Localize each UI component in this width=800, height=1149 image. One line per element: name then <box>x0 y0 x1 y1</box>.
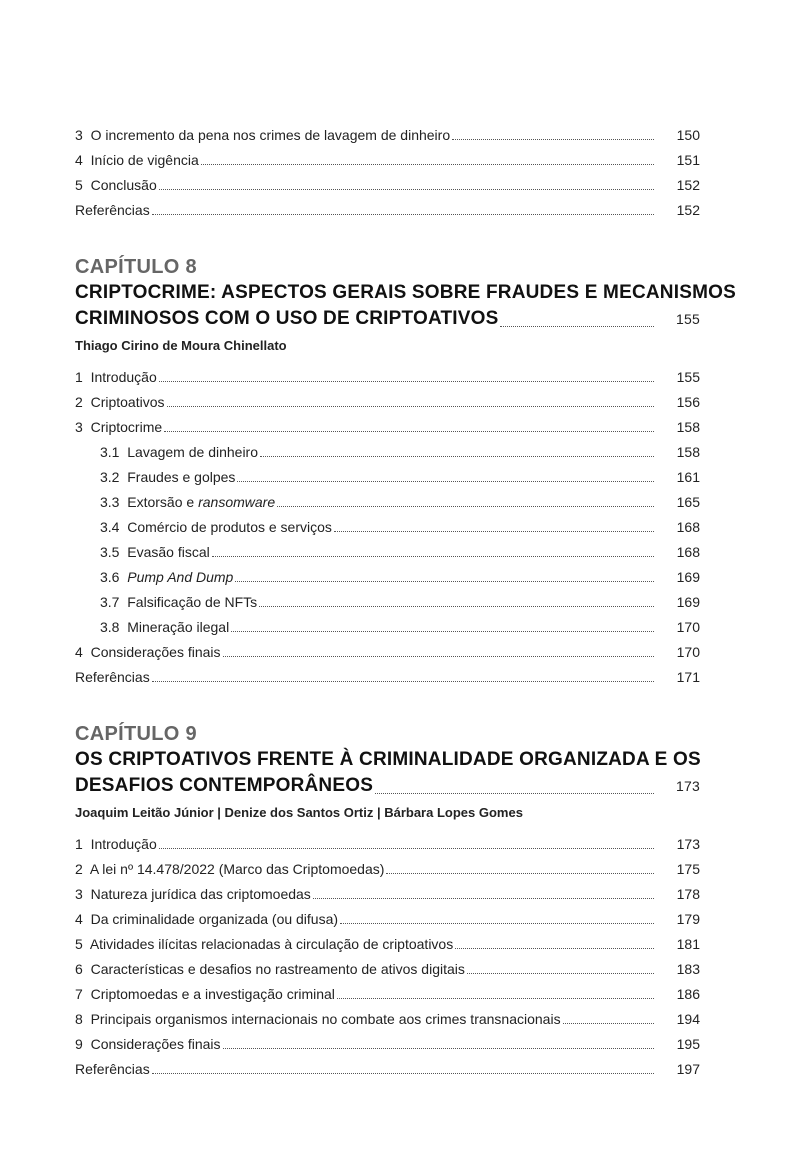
toc-title: Falsificação de NFTs <box>127 594 258 610</box>
dot-leader <box>500 325 654 327</box>
dot-leader <box>201 163 654 165</box>
dot-leader <box>455 947 654 949</box>
chapter-8 <box>75 254 736 685</box>
toc-row <box>75 193 700 218</box>
toc-row <box>75 952 700 977</box>
chapter-title-line: DESAFIOS CONTEMPORÂNEOS <box>75 775 374 796</box>
toc-label <box>75 369 157 385</box>
dot-leader <box>259 605 654 607</box>
toc-number: 2 <box>75 861 83 877</box>
toc-page: 179 <box>676 911 700 927</box>
toc-row <box>75 485 700 510</box>
dot-leader <box>159 380 654 382</box>
toc-label <box>75 861 384 877</box>
toc-label <box>75 936 453 952</box>
toc-label <box>100 494 275 510</box>
toc-row <box>75 660 700 685</box>
toc-page: 175 <box>676 861 700 877</box>
toc-label <box>75 986 335 1002</box>
dot-leader <box>164 430 654 432</box>
dot-leader <box>313 897 654 899</box>
toc-label: 4 Início de vigência <box>75 152 199 168</box>
toc-row <box>75 143 700 168</box>
dot-leader <box>237 480 654 482</box>
toc-page: 165 <box>676 494 700 510</box>
toc-title: Principais organismos internacionais no combate aos crimes transnacionais <box>90 1011 561 1027</box>
toc-number: 2 <box>75 394 83 410</box>
toc-title: Evasão fiscal <box>127 544 210 560</box>
toc-title: Natureza jurídica das criptomoedas <box>90 886 311 902</box>
toc-title: Mineração ilegal <box>127 619 230 635</box>
toc-number: 3.2 <box>100 469 120 485</box>
toc-page: 170 <box>676 644 700 660</box>
toc-page: 195 <box>676 1036 700 1052</box>
dot-leader <box>212 555 654 557</box>
toc-page: 169 <box>676 594 700 610</box>
chapter-9 <box>75 721 700 1077</box>
toc-number: 1 <box>75 836 83 852</box>
dot-leader <box>159 188 654 190</box>
toc-label <box>100 544 210 560</box>
chapter-title-line: CRIMINOSOS COM O USO DE CRIPTOATIVOS <box>75 308 499 329</box>
toc-page: 158 <box>676 419 700 435</box>
dot-leader <box>260 455 654 457</box>
chapter-authors: Thiago Cirino de Moura Chinellato <box>75 338 287 353</box>
dot-leader <box>375 792 654 794</box>
dot-leader <box>334 530 654 532</box>
chapter-title <box>75 280 736 332</box>
toc-title: Criptomoedas e a investigação criminal <box>90 986 335 1002</box>
toc-number: 9 <box>75 1036 83 1052</box>
toc-label <box>75 1011 561 1027</box>
dot-leader <box>152 213 654 215</box>
toc-title: Referências <box>75 669 150 685</box>
toc-label <box>75 644 221 660</box>
toc-page: 156 <box>676 394 700 410</box>
toc-page: 183 <box>676 961 700 977</box>
toc-row <box>75 902 700 927</box>
toc-label <box>75 1061 150 1077</box>
toc-page: 194 <box>676 1011 700 1027</box>
toc-page: 181 <box>676 936 700 952</box>
toc-title: Da criminalidade organizada (ou difusa) <box>90 911 339 927</box>
toc-number: 4 <box>75 911 83 927</box>
chapter-authors: Joaquim Leitão Júnior | Denize dos Santos Ortiz | Bárbara Lopes Gomes <box>75 805 523 820</box>
toc-number: 3.7 <box>100 594 120 610</box>
toc-row <box>75 435 700 460</box>
toc-label <box>100 444 258 460</box>
dot-leader <box>223 1047 654 1049</box>
toc-page: 168 <box>676 544 700 560</box>
toc-title: Considerações finais <box>90 1036 221 1052</box>
toc-page: 158 <box>676 444 700 460</box>
toc-row <box>75 118 700 143</box>
toc-number: 5 <box>75 936 83 952</box>
dot-leader <box>231 630 654 632</box>
toc-row <box>75 1052 700 1077</box>
chapter-title <box>75 747 700 799</box>
chapter-label: CAPÍTULO 9 <box>75 723 197 745</box>
toc-row <box>75 460 700 485</box>
dot-leader <box>340 922 654 924</box>
toc-number: 4 <box>75 644 83 660</box>
toc-number: 8 <box>75 1011 83 1027</box>
dot-leader <box>235 580 654 582</box>
chapter-label: CAPÍTULO 8 <box>75 256 197 278</box>
toc-label <box>100 469 235 485</box>
toc-page: 155 <box>676 369 700 385</box>
toc-title: Lavagem de dinheiro <box>127 444 259 460</box>
toc-label <box>75 394 165 410</box>
dot-leader <box>223 655 654 657</box>
toc-row <box>75 510 700 535</box>
chapter-title-line: OS CRIPTOATIVOS FRENTE À CRIMINALIDADE ORGANIZADA E OS <box>75 749 701 770</box>
toc-label: Referências <box>75 202 150 218</box>
toc-title: Comércio de produtos e serviços <box>127 519 332 535</box>
chapter-page: 155 <box>676 311 700 327</box>
toc-label <box>75 419 162 435</box>
toc-label: 3 O incremento da pena nos crimes de lavagem de dinheiro <box>75 127 451 143</box>
dot-leader <box>563 1022 654 1024</box>
toc-number: 3.3 <box>100 494 120 510</box>
toc-number: 1 <box>75 369 83 385</box>
toc-row <box>75 977 700 1002</box>
toc-row <box>75 1027 700 1052</box>
toc-label <box>75 836 157 852</box>
dot-leader <box>277 505 654 507</box>
toc-label <box>100 619 229 635</box>
dot-leader <box>452 138 654 140</box>
toc-title: Pump And Dump <box>127 569 234 585</box>
toc-page: 150 <box>676 127 700 143</box>
toc-title: Fraudes e golpes <box>127 469 236 485</box>
toc-row <box>75 560 700 585</box>
chapter-entries <box>75 827 700 1077</box>
toc-page: 151 <box>676 152 700 168</box>
dot-leader <box>152 1072 654 1074</box>
toc-row <box>75 827 700 852</box>
dot-leader <box>167 405 655 407</box>
toc-title: A lei nº 14.478/2022 (Marco das Criptomoedas) <box>89 861 385 877</box>
toc-row <box>75 852 700 877</box>
toc-page: 170 <box>676 619 700 635</box>
dot-leader <box>386 872 654 874</box>
toc-title: Introdução <box>90 836 157 852</box>
toc-page: 171 <box>676 669 700 685</box>
top-entries <box>75 118 700 218</box>
toc-page: 152 <box>676 202 700 218</box>
table-of-contents <box>75 118 736 1077</box>
toc-row <box>75 1002 700 1027</box>
toc-row <box>75 410 700 435</box>
toc-title: Considerações finais <box>90 644 221 660</box>
toc-label <box>75 669 150 685</box>
toc-number: 3.6 <box>100 569 120 585</box>
dot-leader <box>152 680 654 682</box>
toc-number: 6 <box>75 961 83 977</box>
toc-label <box>75 886 311 902</box>
toc-label <box>75 911 338 927</box>
toc-number: 3.4 <box>100 519 120 535</box>
dot-leader <box>467 972 654 974</box>
toc-row <box>75 585 700 610</box>
chapter-page: 173 <box>676 778 700 794</box>
toc-row <box>75 927 700 952</box>
toc-label <box>100 569 233 585</box>
toc-row <box>75 360 700 385</box>
toc-page: 197 <box>676 1061 700 1077</box>
toc-page: 186 <box>676 986 700 1002</box>
toc-number: 7 <box>75 986 83 1002</box>
toc-number: 3.8 <box>100 619 120 635</box>
toc-title: Introdução <box>90 369 157 385</box>
toc-title: Criptocrime <box>90 419 163 435</box>
toc-number: 3 <box>75 886 83 902</box>
dot-leader <box>337 997 654 999</box>
toc-page: 161 <box>676 469 700 485</box>
toc-label <box>75 961 465 977</box>
chapter-entries <box>75 360 700 685</box>
toc-title: Referências <box>75 1061 150 1077</box>
toc-row <box>75 610 700 635</box>
dot-leader <box>159 847 654 849</box>
toc-title: Características e desafios no rastreamento de ativos digitais <box>90 961 465 977</box>
toc-label <box>100 594 257 610</box>
toc-number: 3.5 <box>100 544 120 560</box>
toc-title: Atividades ilícitas relacionadas à circulação de criptoativos <box>89 936 454 952</box>
toc-label <box>100 519 332 535</box>
toc-label <box>75 1036 221 1052</box>
chapter-title-line: CRIPTOCRIME: ASPECTOS GERAIS SOBRE FRAUDES E MECANISMOS <box>75 282 736 303</box>
toc-page: 152 <box>676 177 700 193</box>
toc-page: 173 <box>676 836 700 852</box>
toc-page: 178 <box>676 886 700 902</box>
toc-title: Extorsão e ransomware <box>127 494 276 510</box>
toc-row <box>75 877 700 902</box>
toc-row <box>75 168 700 193</box>
toc-number: 3 <box>75 419 83 435</box>
toc-title: Criptoativos <box>90 394 165 410</box>
toc-label: 5 Conclusão <box>75 177 157 193</box>
toc-page: 168 <box>676 519 700 535</box>
toc-row <box>75 535 700 560</box>
toc-row <box>75 635 700 660</box>
toc-number: 3.1 <box>100 444 120 460</box>
toc-row <box>75 385 700 410</box>
toc-page: 169 <box>676 569 700 585</box>
